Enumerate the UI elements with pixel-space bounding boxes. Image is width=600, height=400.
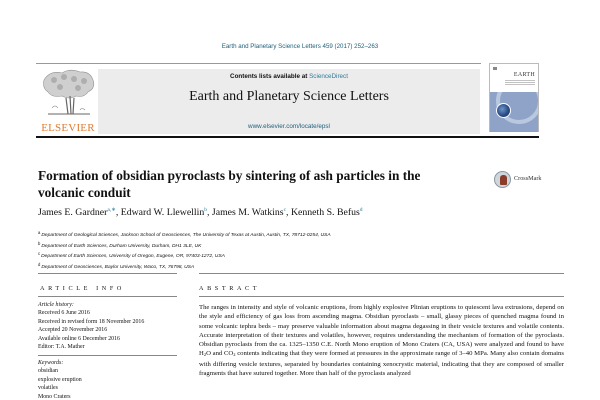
abstract-body bbox=[199, 303, 564, 378]
affiliation-item bbox=[38, 261, 518, 272]
cover-subtitle-lines bbox=[505, 79, 535, 85]
elsevier-wordmark: ELSEVIER bbox=[41, 122, 95, 134]
affiliation-text: Department of Earth Sciences, University of Oregon, Eugene, OR, 97403-1272, USA bbox=[41, 254, 225, 260]
article-history-label: Article history: bbox=[38, 302, 74, 308]
elsevier-tree-icon bbox=[40, 68, 96, 120]
contents-prefix: Contents lists available at bbox=[230, 73, 310, 80]
header-bottom-divider bbox=[36, 136, 539, 138]
keyword-item: volatiles bbox=[38, 385, 58, 392]
history-item: Editor: T.A. Mather bbox=[38, 344, 85, 351]
abstract-heading: ABSTRACT bbox=[199, 285, 261, 292]
affiliation-text: Department of Geological Sciences, Jackson School of Geosciences, The University of Texas at Austin, Austin, TX, 78712-0254, USA bbox=[41, 233, 331, 238]
elsevier-logo[interactable] bbox=[38, 68, 98, 134]
affiliation-key: d bbox=[38, 261, 41, 267]
affiliation-item bbox=[38, 240, 518, 251]
article-info-divider bbox=[38, 273, 177, 274]
author-name[interactable]: James E. Gardner bbox=[38, 207, 108, 218]
author-name[interactable]: Edward W. Llewellin bbox=[120, 207, 205, 218]
affiliation-key: a bbox=[38, 230, 41, 235]
abstract-text-part: contents indicating that they were formed at pressures in the approximate range of 3–40 MPa. Many also contain domains with differing vesicle textures, separated by boundaries containing xenocrystic material, indicating that they are composed of smaller fragments that have sutured together. More than half of the pyroclasts analyzed bbox=[199, 350, 564, 378]
article-history bbox=[38, 301, 178, 351]
journal-reference[interactable]: Earth and Planetary Science Letters 459 (2017) 252–263 bbox=[221, 43, 379, 50]
abstract-sub-divider bbox=[199, 296, 564, 297]
affiliation-key: b bbox=[38, 240, 41, 246]
affiliation-item bbox=[38, 229, 518, 240]
author-list: James E. Gardner$^{a,∗}$, Edward W. Llewellin$^b$, James M. Watkins$^c$, Kenneth S. Befus$^d$ bbox=[38, 207, 363, 218]
history-item: Received in revised form 18 November 2016 bbox=[38, 318, 145, 325]
crossmark-icon bbox=[494, 171, 511, 188]
crossmark-label: CrossMark bbox=[514, 175, 542, 182]
top-divider bbox=[36, 63, 481, 64]
keywords-divider bbox=[38, 355, 177, 356]
cover-title: EARTH bbox=[513, 72, 535, 78]
article-info-sub-divider bbox=[38, 296, 177, 297]
crossmark-button[interactable] bbox=[494, 171, 564, 189]
history-item: Accepted 20 November 2016 bbox=[38, 327, 108, 334]
affiliation-item bbox=[38, 250, 518, 261]
keyword-item: explosive eruption bbox=[38, 376, 82, 383]
author-name[interactable]: Kenneth S. Befus bbox=[290, 207, 360, 218]
sciencedirect-link[interactable]: ScienceDirect bbox=[309, 73, 348, 80]
abstract-text-part: The ranges in intensity and style of volcanic eruptions, from highly explosive Plinian eruptions to quiescent lava extrusions, depend on the style and efficiency of gas loss from ascending magma. Obsidian pyroclasts – small, glassy pieces of quenched magma found in some volcanic tephra beds – may preserve valuable information about magma degassing in their vesicle textures and volatile contents. Accurate interpretation of their textures and volatiles, however, requires understanding the mechanism of formation of the pyroclasts. Obsidian pyroclasts from the ca. 1325–1350 C.E. North Mono eruption of Mono Craters (CA, USA) were analyzed and found to have H bbox=[199, 304, 564, 358]
keyword-item: Mono Craters bbox=[38, 393, 71, 400]
cover-mini-logo-icon bbox=[493, 67, 497, 70]
article-title: Formation of obsidian pyroclasts by sintering of ash particles in the volcanic conduit bbox=[38, 168, 421, 200]
subscript: 2 bbox=[203, 352, 207, 358]
keywords-section bbox=[38, 359, 178, 400]
contents-availability bbox=[98, 73, 480, 80]
affiliation-text: Department of Earth Sciences, Durham University, Durham, DH1 3LE, UK bbox=[41, 243, 202, 249]
author-name[interactable]: James M. Watkins bbox=[211, 207, 284, 218]
history-item: Available online 6 December 2016 bbox=[38, 335, 121, 342]
cover-top bbox=[490, 64, 538, 92]
abstract-text-part: O and CO bbox=[206, 350, 234, 358]
journal-url-link[interactable]: www.elsevier.com/locate/epsl bbox=[248, 123, 330, 130]
cover-artwork bbox=[490, 92, 538, 132]
globe-icon bbox=[496, 103, 511, 118]
abstract-divider bbox=[199, 273, 564, 274]
article-info-heading: ARTICLE INFO bbox=[40, 285, 125, 292]
journal-cover-thumbnail[interactable] bbox=[489, 63, 539, 132]
affiliation-key: c bbox=[38, 251, 41, 257]
author-affiliation-marker[interactable]: d bbox=[359, 207, 363, 213]
affiliations-list bbox=[38, 229, 518, 271]
keyword-item: obsidian bbox=[38, 368, 58, 375]
author-affiliation-marker[interactable]: c bbox=[283, 207, 287, 213]
keywords-label: Keywords: bbox=[38, 360, 64, 366]
journal-header bbox=[98, 69, 480, 134]
affiliation-text: Department of Geosciences, Baylor University, Waco, TX, 76798, USA bbox=[41, 264, 195, 270]
author-affiliation-marker[interactable]: b bbox=[204, 207, 207, 213]
history-item: Received 6 June 2016 bbox=[38, 310, 90, 317]
author-affiliation-marker[interactable]: a,∗ bbox=[107, 207, 116, 213]
journal-title: Earth and Planetary Science Letters bbox=[189, 89, 389, 104]
subscript: 2 bbox=[233, 352, 236, 358]
